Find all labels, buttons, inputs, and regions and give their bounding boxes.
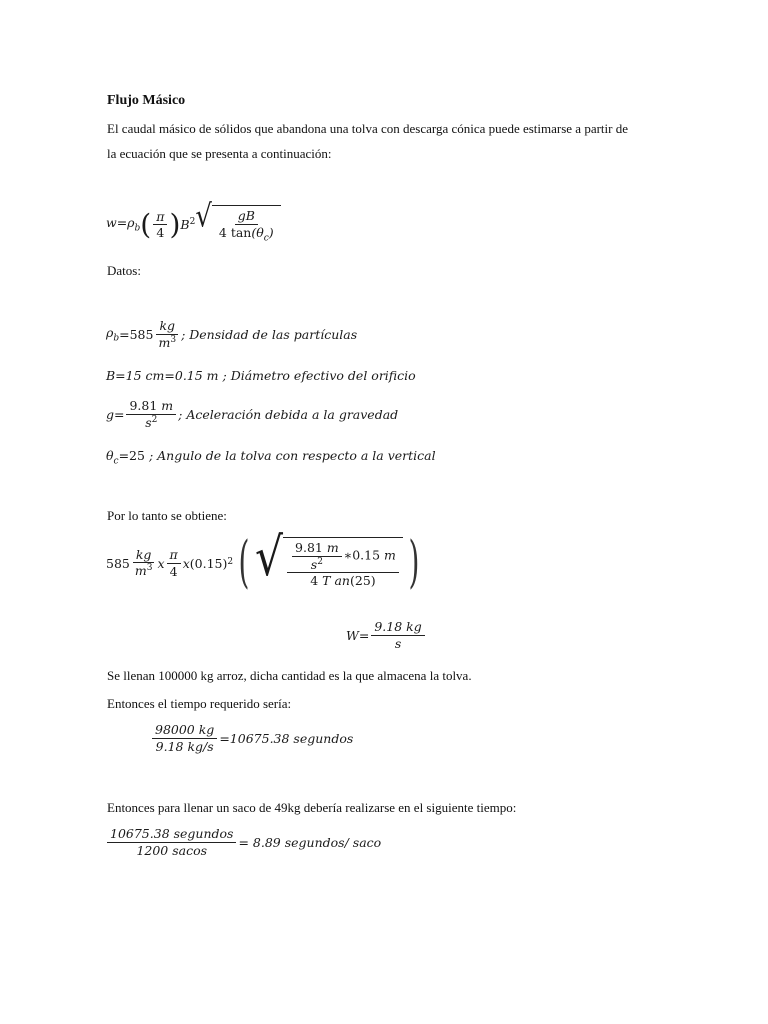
gravity-desc: ; Aceleración debida a la gravedad	[178, 406, 399, 422]
saco-num: 10675.38 segundos	[107, 826, 236, 843]
angle-value: =25	[118, 448, 145, 463]
density-desc: ; Densidad de las partículas	[181, 326, 358, 342]
por-lo-tanto: Por lo tanto se obtiene:	[107, 508, 227, 523]
intro-line-1: El caudal másico de sólidos que abandona una tolva con descarga cónica puede estimarse a partir de	[107, 121, 629, 136]
time-sentence: Entonces el tiempo requerido sería:	[107, 696, 292, 711]
result-den: s	[394, 635, 402, 651]
time-den: 9.18 kg/s	[155, 738, 214, 754]
result-equation	[346, 619, 427, 651]
saco-sentence: Entonces para llenar un saco de 49kg debería realizarse en el siguiente tiempo:	[107, 800, 517, 815]
diameter-desc: ; Diámetro efectivo del orificio	[222, 368, 416, 383]
diameter-expr: B=15 cm=0.15 m	[106, 368, 219, 383]
substituted-equation: 585 $\frac{kg}{m^3}$ x $\frac{\pi}{4}$ x (0.15) 2 ( √ $\frac{9.81 m}{s^2}$ ∗0.15 m 4 T an(25) )	[106, 526, 420, 595]
time-num: 98000 kg	[152, 722, 217, 739]
fill-sentence: Se llenan 100000 kg arroz, dicha cantidad es la que almacena la tolva.	[107, 668, 472, 683]
saco-equation	[105, 826, 381, 858]
datos-label: Datos:	[107, 263, 141, 278]
mass-flow-equation: $w=\rho_b$ ( $\frac{\pi}{4}$ ) $B^2$ √ $\frac{gB}{4 \tan(\theta_c)}$	[106, 205, 281, 244]
intro-line-2: la ecuación que se presenta a continuación:	[107, 146, 332, 161]
saco-den: 1200 sacos	[136, 842, 208, 858]
gravity-item: g= $\frac{9.81 m}{s^2}$ ; Aceleración debida a la gravedad	[106, 398, 399, 430]
density-item: $\rho_b$ =585 $\frac{kg}{m^3}$ ; Densidad de las partículas	[106, 318, 358, 350]
result-num: 9.18 kg	[371, 619, 424, 636]
angle-item: $\theta_c=25$ ; Angulo de la tolva con respecto a la vertical	[106, 448, 436, 467]
result-w: W=	[346, 627, 370, 643]
saco-result: = 8.89 segundos/ saco	[238, 834, 382, 850]
diameter-item	[106, 368, 416, 383]
time-result: =10675.38 segundos	[219, 730, 354, 746]
document-title: Flujo Másico	[107, 93, 186, 108]
time-equation	[150, 722, 353, 754]
angle-desc: ; Angulo de la tolva con respecto a la vertical	[148, 448, 436, 463]
